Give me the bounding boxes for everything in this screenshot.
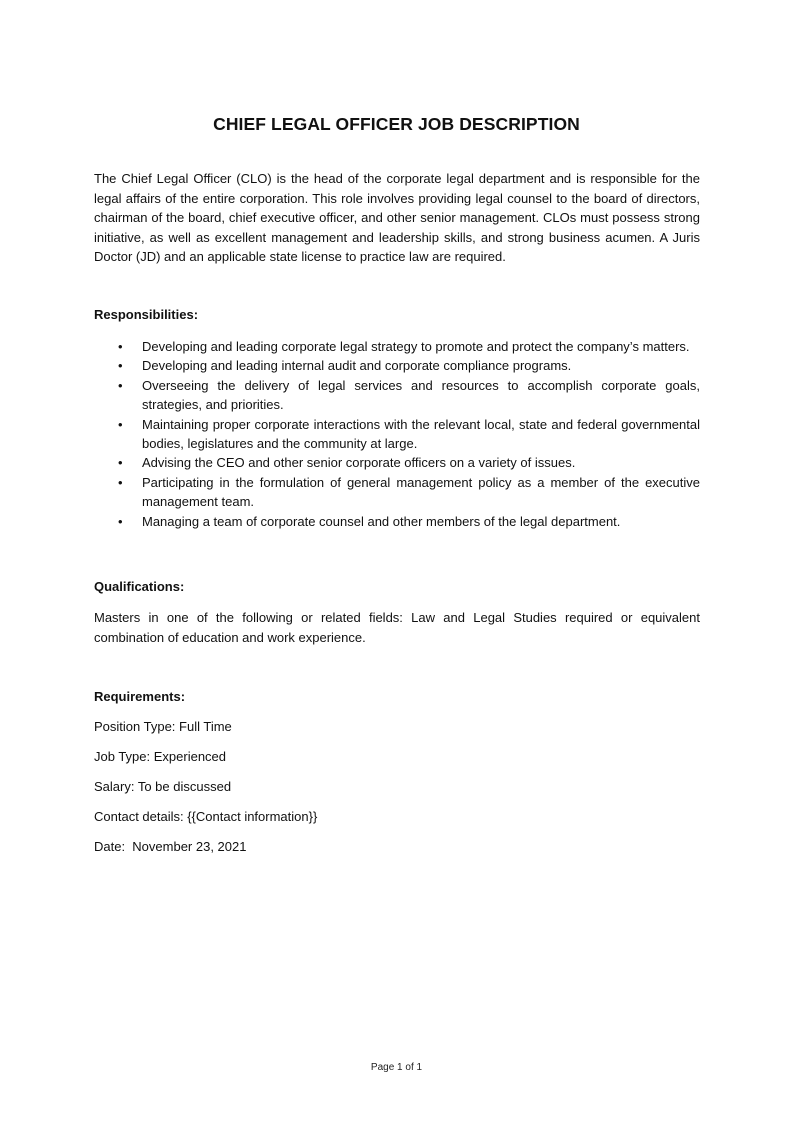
date-line: Date: November 23, 2021 bbox=[94, 839, 247, 854]
list-item-text: Participating in the formulation of general management policy as a member of the executive management team. bbox=[142, 474, 700, 510]
requirements-heading: Requirements: bbox=[94, 689, 186, 704]
bullet-icon: • bbox=[118, 513, 123, 529]
list-item-text: Developing and leading corporate legal strategy to promote and protect the company’s matters. bbox=[142, 339, 690, 354]
list-item bbox=[94, 512, 700, 531]
bullet-icon: • bbox=[118, 474, 123, 490]
list-item bbox=[94, 337, 700, 356]
qualifications-heading: Qualifications: bbox=[94, 579, 185, 594]
responsibilities-list bbox=[94, 337, 700, 531]
bullet-icon: • bbox=[118, 377, 123, 393]
list-item-text: Developing and leading internal audit and corporate compliance programs. bbox=[142, 358, 572, 374]
list-item-text: Maintaining proper corporate interactions with the relevant local, state and federal governmental bodies, legislatures and the community at large. bbox=[142, 416, 700, 452]
document-title: CHIEF LEGAL OFFICER JOB DESCRIPTION bbox=[213, 114, 580, 134]
bullet-icon: • bbox=[118, 455, 123, 471]
salary-line: Salary: To be discussed bbox=[94, 779, 232, 794]
job-type-line: Job Type: Experienced bbox=[94, 749, 227, 764]
list-item bbox=[94, 356, 700, 375]
list-item-text: Managing a team of corporate counsel and other members of the legal department. bbox=[142, 513, 621, 529]
contact-details-line: Contact details: {{Contact information}} bbox=[94, 809, 318, 824]
position-type-line: Position Type: Full Time bbox=[94, 719, 232, 734]
intro-paragraph: The Chief Legal Officer (CLO) is the head of the corporate legal department and is responsible for the legal affairs of the entire corporation. This role involves providing legal counsel to the board of directors, chairman of the board, chief executive officer, and other senior management. CLOs must possess strong initiative, as well as excellent management and leadership skills, and strong business acumen. A Juris Doctor (JD) and an applicable state license to practice law are required. bbox=[94, 171, 700, 264]
list-item bbox=[94, 473, 700, 512]
bullet-icon: • bbox=[118, 339, 123, 354]
responsibilities-heading: Responsibilities: bbox=[94, 307, 199, 322]
list-item bbox=[94, 415, 700, 454]
list-item bbox=[94, 453, 700, 472]
list-item-text: Advising the CEO and other senior corporate officers on a variety of issues. bbox=[142, 455, 576, 471]
qualifications-paragraph: Masters in one of the following or related fields: Law and Legal Studies required or equivalent combination of education and work experience. bbox=[94, 610, 700, 645]
page-number-footer: Page 1 of 1 bbox=[370, 1062, 423, 1073]
bullet-icon: • bbox=[118, 416, 123, 432]
bullet-icon: • bbox=[118, 358, 123, 374]
list-item bbox=[94, 376, 700, 415]
list-item-text: Overseeing the delivery of legal services and resources to accomplish corporate goals, strategies, and priorities. bbox=[142, 377, 700, 413]
